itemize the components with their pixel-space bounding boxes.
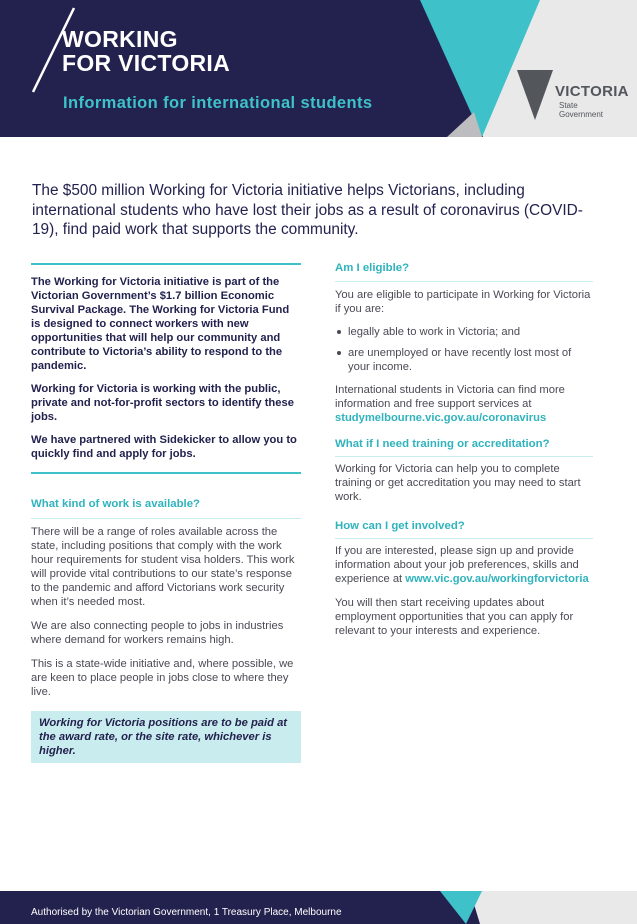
page-title: Information for international students	[63, 94, 373, 112]
work-paragraph-3: This is a state-wide initiative and, where possible, we are keen to place people in jobs close to where they live.	[31, 658, 294, 698]
training-heading: What if I need training or accreditation?	[335, 438, 550, 450]
training-paragraph: Working for Victoria can help you to complete training or get accreditation you may need to start work.	[335, 463, 581, 503]
get-involved-paragraph	[335, 544, 593, 586]
updates-paragraph: You will then start receiving updates about employment opportunities that you can apply for relevant to your interests and experience.	[335, 597, 574, 637]
work-paragraph-2: We are also connecting people to jobs in industries where demand for workers remains high.	[31, 620, 284, 646]
logo-line-1: WORKING	[62, 26, 178, 52]
pay-rate-callout-text: Working for Victoria positions are to be paid at the award rate, or the site rate, whichever is higher.	[39, 717, 288, 757]
right-column	[335, 261, 593, 638]
intro-paragraph: The $500 million Working for Victoria initiative helps Victorians, including international students who have lost their jobs as a result of coronavirus (COVID-19), find paid work that supports the community.	[32, 182, 583, 238]
eligibility-heading: Am I eligible?	[335, 262, 410, 274]
working-for-victoria-link[interactable]: www.vic.gov.au/workingforvictoria	[405, 573, 589, 585]
left-column	[31, 263, 301, 763]
pay-rate-callout	[31, 711, 301, 763]
work-paragraph-1: There will be a range of roles available across the state, including positions that comply with the work hour requirements for student visa holders. This work will provide vital contributions to our state’s response to the pandemic and afford Victorians work security when it’s needed most.	[31, 526, 295, 608]
victoria-logo-sub-government: Government	[559, 110, 604, 119]
summary-paragraph-1: The Working for Victoria initiative is part of the Victorian Government’s $1.7 billion Economic Survival Package. The Working for Victoria Fund is designed to connect workers with new opportunities that will help our community and contribute to Victoria’s ability to respond to the pandemic.	[31, 276, 290, 372]
logo-line-2: FOR VICTORIA	[62, 50, 231, 76]
page-header	[0, 0, 637, 137]
page-footer	[0, 891, 637, 924]
study-melbourne-link[interactable]: studymelbourne.vic.gov.au/coronavirus	[335, 412, 547, 424]
footer-gray-panel	[470, 891, 637, 924]
get-involved-text: If you are interested, please sign up and provide information about your job preferences, skills and experience at	[335, 545, 579, 585]
victoria-logo-subtitle	[559, 101, 603, 119]
victoria-logo-sub-state: State	[559, 101, 578, 110]
support-paragraph	[335, 383, 593, 425]
victoria-logo-word: VICTORIA	[555, 83, 629, 100]
list-item: legally able to work in Victoria; and	[335, 325, 593, 339]
eligibility-intro: You are eligible to participate in Working for Victoria if you are:	[335, 289, 591, 315]
working-for-victoria-logo	[62, 27, 230, 75]
get-involved-heading: How can I get involved?	[335, 520, 465, 532]
footer-authorisation: Authorised by the Victorian Government, 1 Treasury Place, Melbourne	[31, 907, 342, 918]
list-item: are unemployed or have recently lost most of your income.	[335, 346, 593, 374]
summary-paragraph-2: Working for Victoria is working with the public, private and not-for-profit sectors to identify these jobs.	[31, 383, 294, 423]
summary-paragraph-3: We have partnered with Sidekicker to allow you to quickly find and apply for jobs.	[31, 434, 297, 460]
work-available-heading: What kind of work is available?	[31, 498, 200, 510]
eligibility-list	[335, 325, 593, 374]
support-text: International students in Victoria can find more information and free support services at	[335, 384, 565, 410]
